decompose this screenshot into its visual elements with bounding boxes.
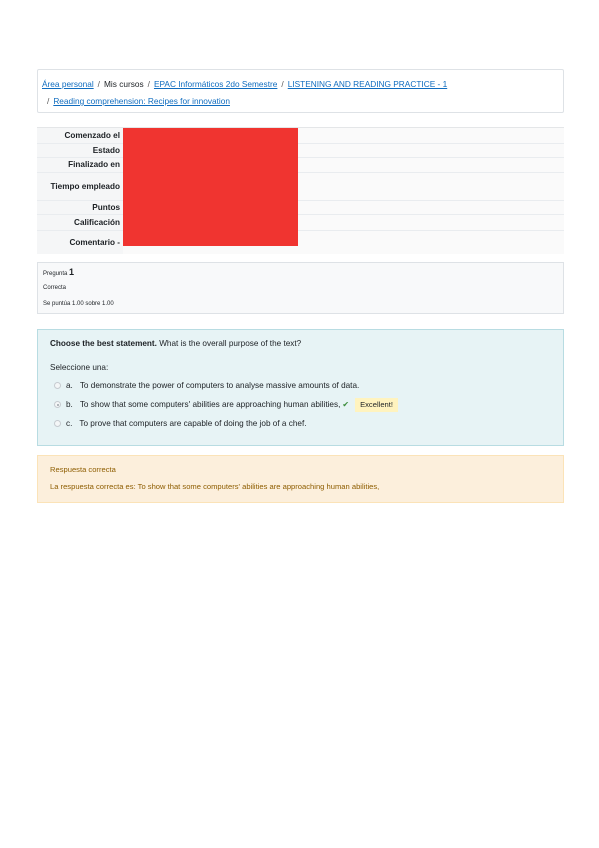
summary-row (37, 128, 564, 144)
answer-letter: a. (66, 380, 73, 390)
answer-text: To show that some computers' abilities are approaching human abilities, (79, 399, 341, 409)
attempt-summary-table (37, 127, 564, 254)
question-state: Correcta (43, 285, 67, 291)
question-grade: Se puntúa 1.00 sobre 1.00 (43, 301, 114, 307)
breadcrumb-separator: / (97, 79, 100, 89)
summary-label: Comentario - (69, 237, 120, 247)
breadcrumb (37, 69, 564, 113)
breadcrumb-separator: / (281, 79, 284, 89)
answer-option-a (50, 376, 551, 395)
breadcrumb-line-2 (42, 93, 559, 110)
question-body: What is the overall purpose of the text? (159, 339, 302, 348)
outcome-box (37, 455, 564, 503)
answer-text: To demonstrate the power of computers to analyse massive amounts of data. (79, 380, 360, 390)
question-text (50, 338, 551, 350)
breadcrumb-separator: / (147, 79, 150, 89)
correct-answer-text: La respuesta correcta es: To show that some computers' abilities are approaching human abilities, (50, 482, 380, 491)
answer-letter: b. (66, 399, 73, 409)
breadcrumb-link-section[interactable]: LISTENING AND READING PRACTICE - 1 (287, 79, 448, 89)
question-number (43, 267, 558, 280)
radio-option-c[interactable] (54, 420, 61, 427)
answer-letter: c. (66, 418, 73, 428)
question-lead: Choose the best statement. (50, 339, 157, 348)
radio-option-a[interactable] (54, 382, 61, 389)
summary-row (37, 231, 564, 254)
summary-label: Calificación (74, 217, 120, 227)
question-content (37, 329, 564, 446)
answer-feedback: Excellent! (355, 398, 398, 412)
breadcrumb-mis-cursos: Mis cursos (103, 79, 144, 89)
answer-option-b (50, 395, 551, 414)
breadcrumb-link-area-personal[interactable]: Área personal (42, 79, 94, 89)
question-number-value: 1 (69, 267, 75, 277)
redaction-block (123, 128, 298, 246)
checkmark-icon: ✔ (342, 399, 350, 409)
summary-row (37, 201, 564, 215)
breadcrumb-line-1 (42, 76, 559, 93)
question-info (37, 262, 564, 314)
breadcrumb-link-activity[interactable]: Reading comprehension: Recipes for innovation (53, 96, 230, 106)
question-prefix: Pregunta (43, 271, 68, 277)
summary-label: Estado (92, 145, 120, 155)
answer-prompt: Seleccione una: (50, 363, 109, 372)
answer-list (50, 376, 551, 433)
summary-row (37, 173, 564, 201)
summary-label: Finalizado en (68, 160, 120, 169)
summary-label: Puntos (92, 202, 120, 212)
summary-row (37, 215, 564, 231)
summary-row (37, 144, 564, 158)
summary-label: Comenzado el (64, 130, 120, 140)
answer-option-c (50, 414, 551, 433)
breadcrumb-separator: / (47, 96, 50, 106)
summary-row (37, 158, 564, 173)
outcome-title: Respuesta correcta (50, 465, 116, 474)
answer-text: To prove that computers are capable of doing the job of a chef. (79, 418, 307, 428)
radio-option-b[interactable] (54, 401, 61, 408)
breadcrumb-link-course[interactable]: EPAC Informáticos 2do Semestre (153, 79, 278, 89)
summary-label: Tiempo empleado (50, 181, 120, 191)
